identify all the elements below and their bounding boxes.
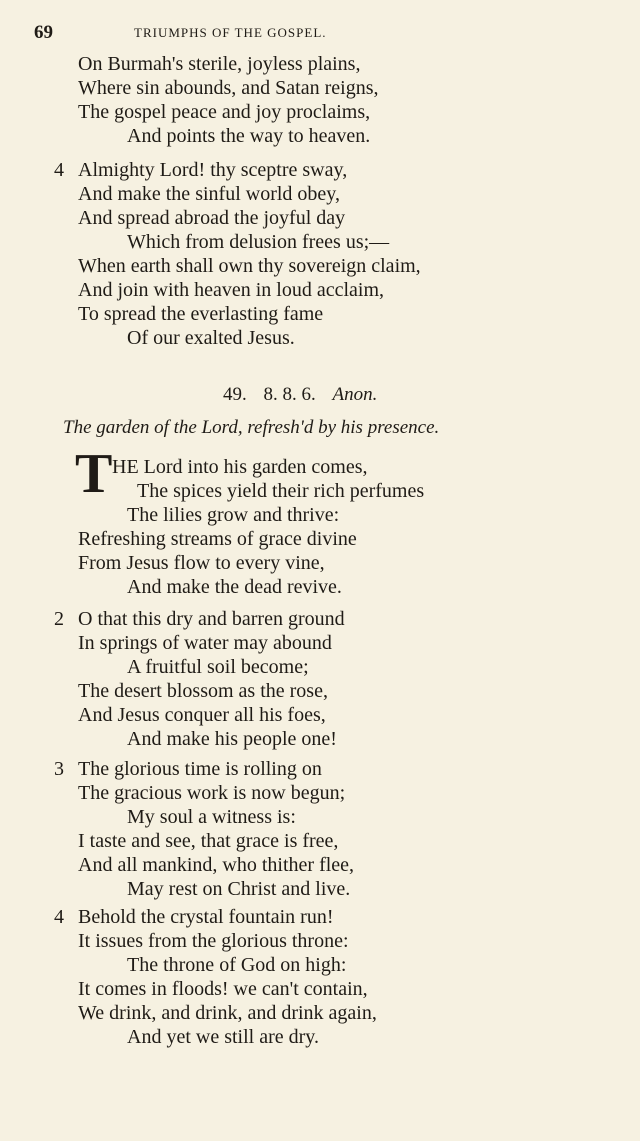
verse-line: The spices yield their rich perfumes	[137, 480, 425, 502]
verse-line: A fruitful soil become;	[127, 656, 309, 678]
stanza-number: 3	[54, 758, 64, 780]
hymn-author: Anon.	[332, 384, 378, 405]
verse-line: We drink, and drink, and drink again,	[78, 1002, 377, 1024]
verse-line: The gospel peace and joy proclaims,	[78, 101, 371, 123]
verse-line: Which from delusion frees us;—	[127, 231, 390, 253]
verse-line: To spread the everlasting fame	[78, 303, 324, 325]
verse-line: Where sin abounds, and Satan reigns,	[78, 77, 379, 99]
page-header	[34, 22, 474, 46]
verse-line: Refreshing streams of grace divine	[78, 528, 357, 550]
verse-line: It issues from the glorious throne:	[78, 930, 349, 952]
running-head: TRIUMPHS OF THE GOSPEL.	[134, 25, 327, 40]
verse-line: When earth shall own thy sovereign claim,	[78, 255, 421, 277]
hymn-subtitle: The garden of the Lord, refresh'd by his presence.	[63, 417, 440, 438]
verse-line: I taste and see, that grace is free,	[78, 830, 339, 852]
stanza-number: 4	[54, 906, 64, 928]
verse-line: The lilies grow and thrive:	[127, 504, 340, 526]
verse-line: Behold the crystal fountain run!	[78, 906, 334, 928]
verse-line: The gracious work is now begun;	[78, 782, 346, 804]
verse-line: The glorious time is rolling on	[78, 758, 322, 780]
stanza-number: 2	[54, 608, 64, 630]
verse-line: May rest on Christ and live.	[127, 878, 351, 900]
verse-line: And points the way to heaven.	[127, 125, 371, 147]
verse-line: In springs of water may abound	[78, 632, 332, 654]
verse-line: And spread abroad the joyful day	[78, 207, 346, 229]
stanza-number: 4	[54, 159, 64, 181]
verse-line: And yet we still are dry.	[127, 1026, 319, 1048]
page-number: 69	[34, 22, 53, 43]
verse-line: O that this dry and barren ground	[78, 608, 345, 630]
hymn-number: 49.	[223, 384, 247, 405]
verse-line: And Jesus conquer all his foes,	[78, 704, 326, 726]
verse-line: It comes in floods! we can't contain,	[78, 978, 368, 1000]
hymn-meter: 8. 8. 6.	[263, 384, 316, 405]
verse-line: And make the sinful world obey,	[78, 183, 340, 205]
verse-line: And make his people one!	[127, 728, 337, 750]
verse-line: On Burmah's sterile, joyless plains,	[78, 53, 361, 75]
drop-cap: T	[75, 443, 113, 505]
verse-line: The throne of God on high:	[127, 954, 347, 976]
verse-line: The desert blossom as the rose,	[78, 680, 328, 702]
verse-line: Almighty Lord! thy sceptre sway,	[78, 159, 348, 181]
verse-line: And all mankind, who thither flee,	[78, 854, 355, 876]
verse-line: My soul a witness is:	[127, 806, 296, 828]
verse-line: And make the dead revive.	[127, 576, 342, 598]
verse-line: And join with heaven in loud acclaim,	[78, 279, 385, 301]
verse-line: HE Lord into his garden comes,	[112, 456, 368, 478]
verse-line: Of our exalted Jesus.	[127, 327, 295, 349]
hymn-heading	[223, 384, 377, 406]
verse-line: From Jesus flow to every vine,	[78, 552, 325, 574]
